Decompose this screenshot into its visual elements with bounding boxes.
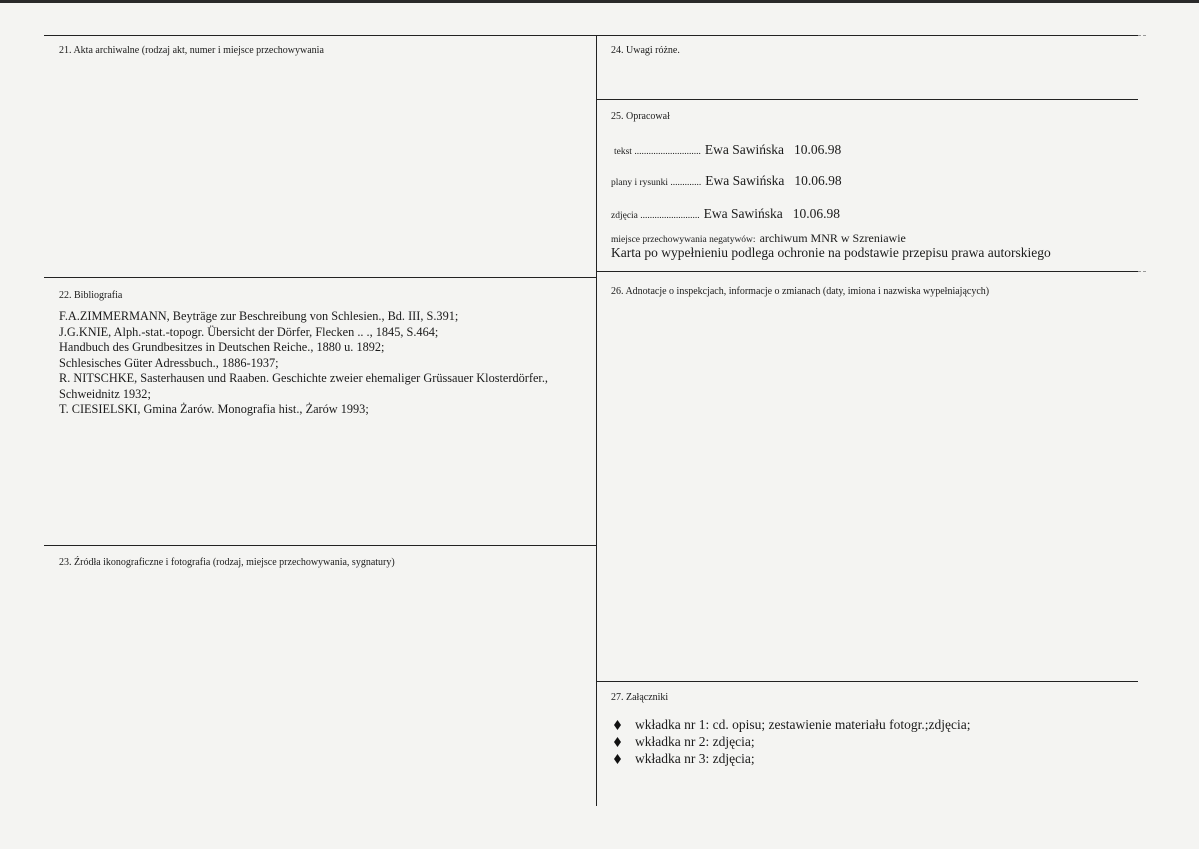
bibliography-entry: J.G.KNIE, Alph.-stat.-topogr. Übersicht der Dörfer, Flecken .. ., 1845, S.464; (59, 324, 439, 339)
prepared-label: zdjęcia ......................... (611, 211, 700, 221)
prepared-label: tekst ............................ (614, 147, 701, 157)
section-23-heading: 23. Źródła ikonograficzne i fotografia (rodzaj, miejsce przechowywania, sygnatury) (59, 557, 395, 568)
bibliography-entry: Schlesisches Güter Adressbuch., 1886-1937; (59, 355, 279, 370)
attachment-text: wkładka nr 2: zdjęcia; (635, 734, 755, 749)
attachment-text: wkładka nr 1: cd. opisu; zestawienie materiału fotogr.;zdjęcia; (635, 717, 971, 732)
prepared-label: plany i rysunki ............. (611, 178, 702, 188)
prepared-date: 10.06.98 (792, 206, 841, 221)
bibliography-entry: F.A.ZIMMERMANN, Beyträge zur Beschreibung von Schlesien., Bd. III, S.391; (59, 309, 459, 323)
divider-26-27 (597, 681, 1138, 682)
section-22-heading: 22. Bibliografia (59, 290, 123, 301)
attachments-list (612, 716, 971, 767)
attachment-item (612, 733, 971, 750)
section-26-heading: 26. Adnotacje o inspekcjach, informacje o zmianach (daty, imiona i nazwiska wypełniających) (611, 286, 990, 297)
divider-25-26 (597, 271, 1138, 272)
diamond-bullet-icon (614, 737, 621, 747)
divider-21-22 (44, 277, 596, 278)
divider-25-26-tail (1138, 271, 1146, 272)
bibliography-entry: Schweidnitz 1932; (59, 386, 151, 401)
prepared-name: Ewa Sawińska (705, 173, 785, 188)
section-24-heading: 24. Uwagi różne. (611, 45, 680, 56)
diamond-bullet-icon (614, 754, 621, 764)
section-27-heading: 27. Załączniki (611, 692, 669, 703)
diamond-bullet-icon (614, 720, 621, 730)
scan-edge (0, 0, 1199, 3)
bibliography-entry: Handbuch des Grundbesitzes in Deutschen Reiche., 1880 u. 1892; (59, 340, 385, 354)
section-21-heading: 21. Akta archiwalne (rodzaj akt, numer i miejsce przechowywania (59, 45, 324, 56)
section-25-heading: 25. Opracował (611, 111, 670, 122)
attachment-item (612, 716, 971, 733)
prepared-name: Ewa Sawińska (703, 206, 783, 221)
prepared-name: Ewa Sawińska (704, 142, 784, 157)
attachment-text: wkładka nr 3: zdjęcia; (635, 751, 755, 766)
top-border-tail (1138, 35, 1146, 36)
prepared-plans-row (611, 173, 842, 191)
top-border (44, 35, 1138, 36)
prepared-date: 10.06.98 (794, 173, 842, 188)
divider-24-25 (597, 99, 1138, 100)
column-divider (596, 35, 597, 806)
negatives-storage-value: archiwum MNR w Szreniawie (759, 231, 906, 245)
prepared-photos-row (611, 206, 840, 224)
divider-22-23 (44, 545, 596, 546)
prepared-date: 10.06.98 (793, 142, 842, 157)
negatives-storage-label: miejsce przechowywania negatywów: (611, 235, 756, 245)
bibliography-entry: T. CIESIELSKI, Gmina Żarów. Monografia hist., Żarów 1993; (59, 402, 369, 416)
bibliography-entry: R. NITSCHKE, Sasterhausen und Raaben. Geschichte zweier ehemaliger Grüssauer Klosterdörfer., (59, 371, 548, 385)
bibliography-list (59, 309, 548, 418)
attachment-item (612, 750, 971, 767)
copyright-note: Karta po wypełnieniu podlega ochronie na podstawie przepisu prawa autorskiego (611, 245, 1051, 260)
prepared-text-row (614, 142, 841, 160)
